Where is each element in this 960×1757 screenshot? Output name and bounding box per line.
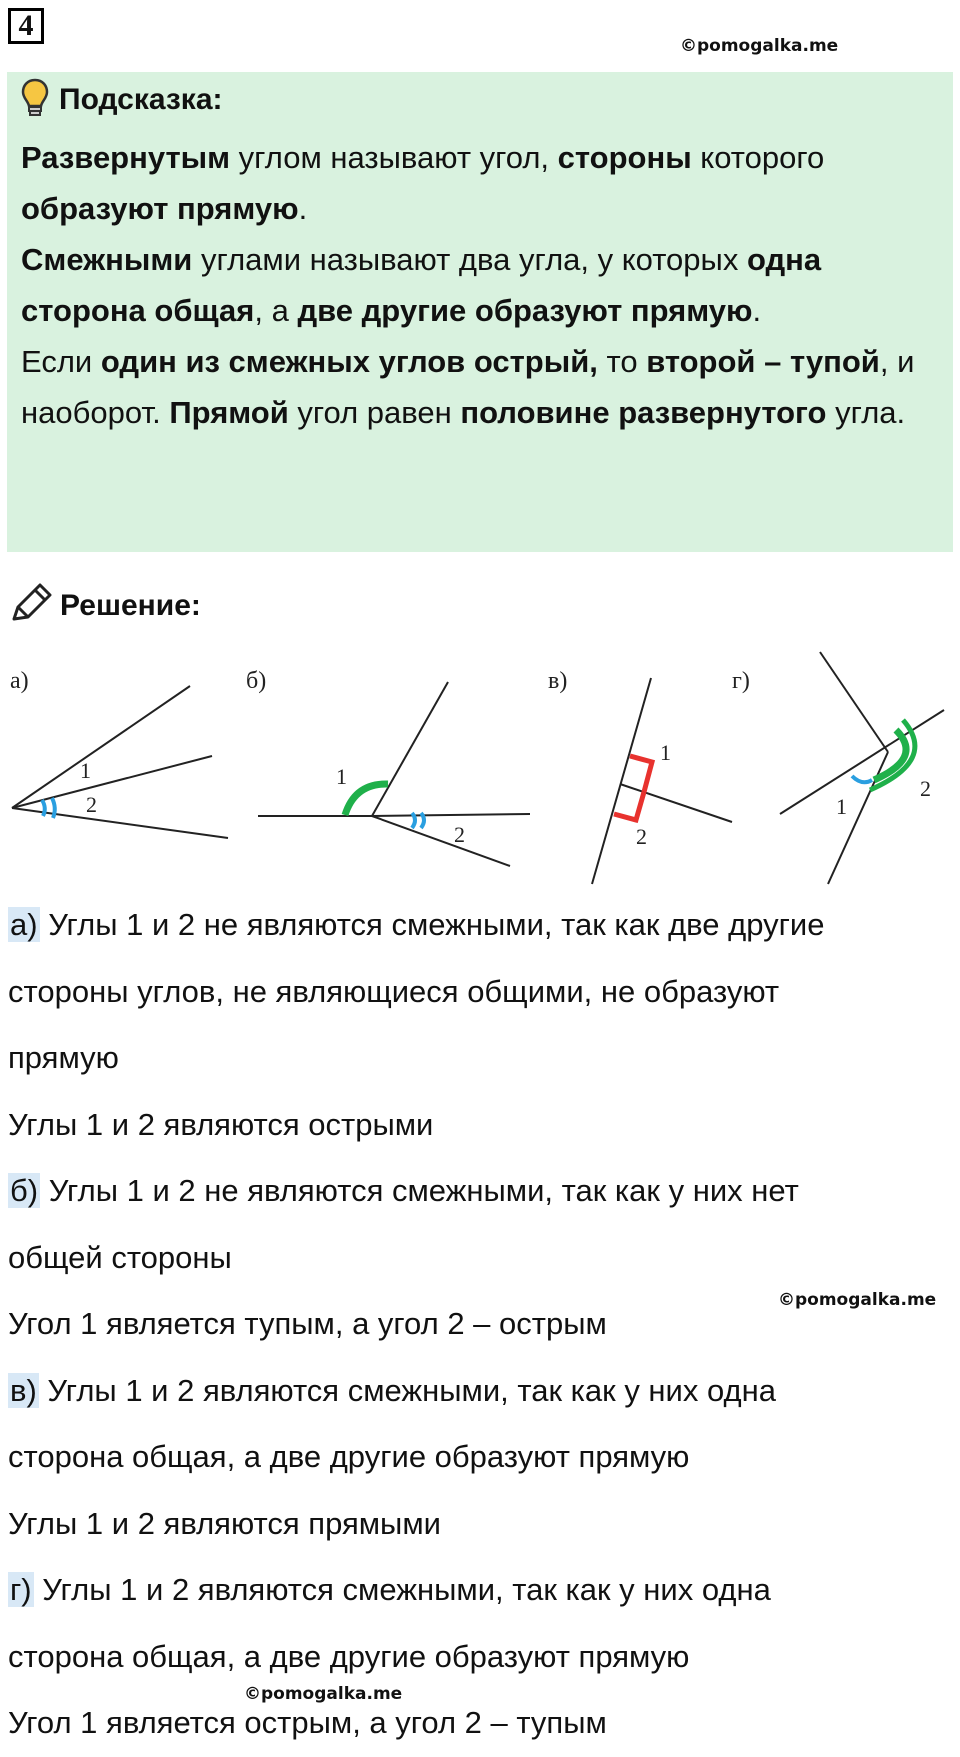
answer-d-line: г) Углы 1 и 2 являются смежными, так как у них одна xyxy=(10,1572,771,1607)
hint-header xyxy=(21,80,939,120)
figure-d-angle-2: 2 xyxy=(920,776,931,801)
figure-d xyxy=(732,652,944,884)
angle-figures xyxy=(0,648,960,888)
answer-d-tag: г) xyxy=(10,1572,32,1607)
answer-b-line: общей стороны xyxy=(8,1239,232,1275)
hint-definition-adjacent-angles: Смежными углами называют два угла, у которых одна сторона общая, а две другие образуют прямую. xyxy=(21,242,822,328)
figure-c-label: в) xyxy=(548,668,568,694)
figure-a-label: а) xyxy=(10,668,29,694)
hint-title: Подсказка: xyxy=(59,83,223,116)
answer-a-line: а) Углы 1 и 2 не являются смежными, так как две другие xyxy=(10,907,825,942)
hint-body xyxy=(21,132,939,438)
answers xyxy=(8,892,948,1757)
figure-c-angle-2: 2 xyxy=(636,824,647,849)
answer-b-conclusion: Угол 1 является тупым, а угол 2 – острым xyxy=(8,1306,607,1341)
figure-b xyxy=(246,668,530,866)
answer-c-tag: в) xyxy=(10,1372,37,1408)
solution-title: Решение: xyxy=(60,588,201,622)
figure-b-angle-1: 1 xyxy=(336,764,347,789)
solution-header xyxy=(10,583,201,628)
answer-c-conclusion: Углы 1 и 2 являются прямыми xyxy=(8,1505,441,1541)
watermark: ©pomogalka.me xyxy=(680,36,839,56)
lightbulb-icon xyxy=(21,78,49,123)
answer-d-line: сторона общая, а две другие образуют прямую xyxy=(8,1638,690,1674)
task-number: 4 xyxy=(8,8,44,44)
hint-definition-straight-angle: Развернутым углом называют угол, стороны которого образуют прямую. xyxy=(21,140,825,226)
answer-a-line: стороны углов, не являющиеся общими, не образуют xyxy=(8,973,780,1009)
figure-c-angle-1: 1 xyxy=(660,740,671,765)
figure-d-angle-1: 1 xyxy=(836,794,847,819)
answer-d-conclusion: Угол 1 является острым, а угол 2 – тупым xyxy=(8,1705,607,1740)
figure-d-label: г) xyxy=(732,668,750,694)
answer-b-tag: б) xyxy=(10,1173,39,1208)
answer-a-line: прямую xyxy=(8,1040,119,1075)
figure-c xyxy=(548,668,732,884)
watermark: ©pomogalka.me xyxy=(244,1684,403,1704)
figure-a xyxy=(10,668,228,838)
figure-a-angle-2: 2 xyxy=(86,792,97,817)
pencil-icon xyxy=(10,583,52,628)
hint-box xyxy=(7,72,953,552)
figure-b-label: б) xyxy=(246,668,267,694)
answer-c-line: сторона общая, а две другие образуют прямую xyxy=(8,1439,690,1474)
watermark: ©pomogalka.me xyxy=(778,1290,937,1310)
answer-a-tag: а) xyxy=(10,907,38,942)
figure-a-angle-1: 1 xyxy=(80,758,91,783)
hint-rule: Если один из смежных углов острый, то второй – тупой, и наоборот. Прямой угол равен половине развернутого угла. xyxy=(21,344,915,430)
answer-c-line: в) Углы 1 и 2 являются смежными, так как у них одна xyxy=(10,1372,776,1408)
answer-a-conclusion: Углы 1 и 2 являются острыми xyxy=(8,1106,434,1142)
answer-b-line: б) Углы 1 и 2 не являются смежными, так как у них нет xyxy=(10,1173,799,1208)
figure-b-angle-2: 2 xyxy=(454,822,465,847)
